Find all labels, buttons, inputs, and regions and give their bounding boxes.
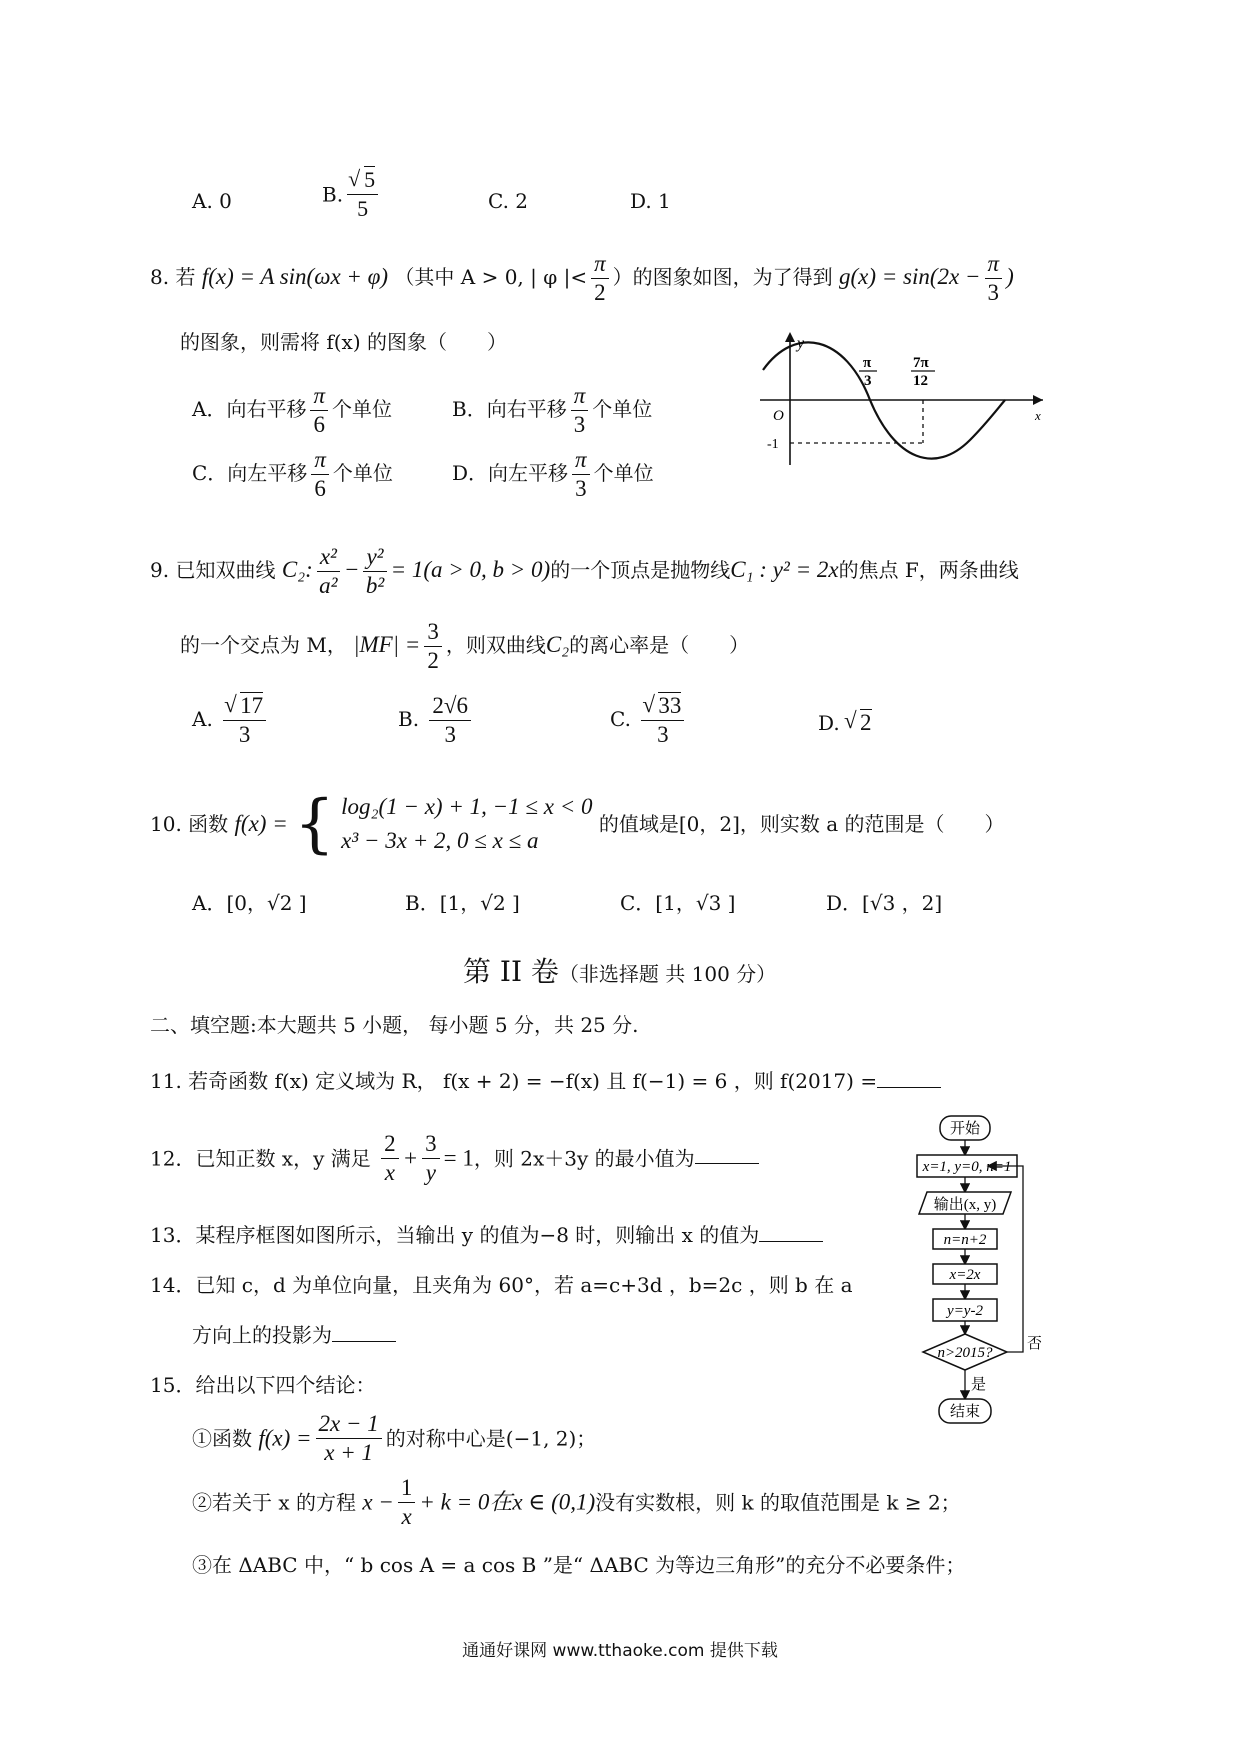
origin-label: O bbox=[773, 408, 784, 424]
section2-subtitle: （非选择题 共 100 分） bbox=[558, 962, 777, 986]
page-footer: 通通好课网 www.tthaoke.com 提供下载 bbox=[462, 1641, 778, 1661]
y-axis-label: y bbox=[797, 335, 805, 352]
x-axis-arrow bbox=[1033, 395, 1043, 405]
flow-condition-label: n>2015? bbox=[937, 1345, 993, 1361]
flow-init-label: x=1, y=0, n=1 bbox=[922, 1159, 1012, 1175]
q8-line2: 的图象，则需将 f(x) 的图象（ ） bbox=[180, 330, 508, 354]
q8-option-c: C．向左平移 $\frac{\pi}{6}$ 个单位 bbox=[192, 447, 393, 501]
part2-header: 二、填空题:本大题共 5 小题， 每小题 5 分，共 25 分. bbox=[150, 1013, 639, 1037]
q7-option-c: C. 2 bbox=[488, 189, 529, 213]
min-label: -1 bbox=[767, 437, 779, 452]
q8-sine-graph bbox=[755, 330, 1045, 470]
flow-yes-label: 是 bbox=[971, 1377, 987, 1393]
q7-b-num: 5 bbox=[364, 167, 376, 192]
flow-step-y-label: y=y-2 bbox=[947, 1303, 983, 1319]
q9-option-a: A. √ $\frac{17}{3}$ bbox=[192, 692, 270, 749]
q9-option-b: B. $\frac{2√6}{3}$ bbox=[398, 692, 475, 749]
y-axis-arrow bbox=[785, 332, 795, 342]
q14-blank[interactable] bbox=[332, 1323, 396, 1342]
q9-line1: 9. 已知双曲线 C₂: $\frac{\text{x²}}{\text{a²}}$ − $\frac{\text{y²}}{\text{b²}}$ = 1(a > 0, b > 0)的一个顶点是抛物线C₁ : y² = 2x的焦点 F，两条曲线 bbox=[150, 544, 1019, 598]
q9-option-d: D. √ 2 bbox=[818, 710, 872, 736]
q7-b-den: 5 bbox=[357, 196, 369, 221]
q14-line1: 14．已知 c，d 为单位向量，且夹角为 60°，若 a=c+3d ，b=2c ，则 b 在 a bbox=[150, 1273, 853, 1297]
q9-option-c: C. √ $\frac{33}{3}$ bbox=[610, 692, 688, 749]
flow-step-x-label: x=2x bbox=[949, 1267, 981, 1283]
section2-heading bbox=[463, 950, 776, 990]
q7-option-a: A. 0 bbox=[192, 189, 232, 213]
q10-brace: { bbox=[294, 787, 335, 861]
x-axis-label: x bbox=[1035, 408, 1041, 423]
tick1-num: π bbox=[863, 355, 872, 371]
section2-title: 第 II 卷 bbox=[463, 955, 559, 988]
q10-cases: log₂(1 − x) + 1, −1 ≤ x < 0 x³ − 3x + 2, 0 ≤ x ≤ a bbox=[341, 794, 593, 853]
q13: 13．某程序框图如图所示，当输出 y 的值为−8 时，则输出 x 的值为 bbox=[150, 1222, 823, 1248]
flow-output-label: 输出(x, y) bbox=[933, 1197, 997, 1213]
q10-option-d: D．[√3 ，2] bbox=[826, 891, 943, 915]
q11: 11. 若奇函数 f(x) 定义域为 R， f(x + 2) = −f(x) 且 f(−1) = 6 ，则 f(2017) = bbox=[150, 1068, 941, 1094]
q9-line2: 的一个交点为 M， |MF| = $\frac{3}{2}$ ，则双曲线C₂的离心率是（ ） bbox=[180, 619, 750, 673]
q13-blank[interactable] bbox=[759, 1223, 823, 1242]
q10-option-a: A．[0，√2 ] bbox=[192, 891, 307, 915]
q7-option-d: D. 1 bbox=[630, 189, 671, 213]
flow-no-label: 否 bbox=[1027, 1336, 1043, 1352]
flow-start-label: 开始 bbox=[949, 1121, 981, 1137]
flow-end-label: 结束 bbox=[949, 1404, 981, 1420]
q10-line: 10. 函数 f(x) = { log₂(1 − x) + 1, −1 ≤ x < 0 x³ − 3x + 2, 0 ≤ x ≤ a 的值域是[0，2]，则实数 a 的范围是（ ） bbox=[150, 787, 1005, 861]
q8-g-function: g(x) = sin(2x − bbox=[839, 264, 981, 289]
q8-option-d: D．向左平移 $\frac{\pi}{3}$ 个单位 bbox=[452, 447, 654, 501]
program-flowchart bbox=[905, 1112, 1045, 1437]
q15-statement-3: ③在 ΔABC 中，“ b cos A = a cos B ”是“ ΔABC 为等边三角形”的充分不必要条件； bbox=[192, 1553, 966, 1577]
q14-line2: 方向上的投影为 bbox=[192, 1322, 396, 1348]
q15-statement-1: ①函数 f(x) = $\frac{2x - 1}{x + 1}$ 的对称中心是(−1, 2)； bbox=[192, 1411, 597, 1465]
q7-option-b: B. √ $\frac{5}{5}$ bbox=[322, 166, 382, 223]
flow-step-n-label: n=n+2 bbox=[943, 1232, 987, 1248]
tick2-den: 12 bbox=[913, 373, 928, 389]
q8-line1: 8. 若 f(x) = A sin(ωx + φ) （其中 A > 0, | φ |< $\frac{\pi}{2}$ ）的图象如图，为了得到 g(x) = sin(2x − $\frac{\pi}{3}$ ) bbox=[150, 251, 1014, 305]
q8-option-b: B．向右平移 $\frac{\pi}{3}$ 个单位 bbox=[452, 383, 653, 437]
tick2-num: 7π bbox=[913, 355, 929, 371]
q8-option-a: A．向右平移 $\frac{\pi}{6}$ 个单位 bbox=[192, 383, 392, 437]
q15-intro: 15．给出以下四个结论： bbox=[150, 1373, 376, 1397]
q12-blank[interactable] bbox=[695, 1145, 759, 1164]
tick1-den: 3 bbox=[864, 373, 872, 389]
q12: 12．已知正数 x，y 满足 $\frac{2}{x}$ + $\frac{3}{y}$ = 1，则 2x＋3y 的最小值为 bbox=[150, 1130, 759, 1187]
q10-option-b: B．[1，√2 ] bbox=[405, 891, 520, 915]
q10-option-c: C．[1，√3 ] bbox=[620, 891, 736, 915]
q8-function: f(x) = A sin(ωx + φ) bbox=[201, 264, 389, 289]
q15-statement-2: ②若关于 x 的方程 x − $\frac{1}{x}$ + k = 0在x ∈ (0,1)没有实数根，则 k 的取值范围是 k ≥ 2； bbox=[192, 1475, 961, 1529]
q11-blank[interactable] bbox=[877, 1069, 941, 1088]
